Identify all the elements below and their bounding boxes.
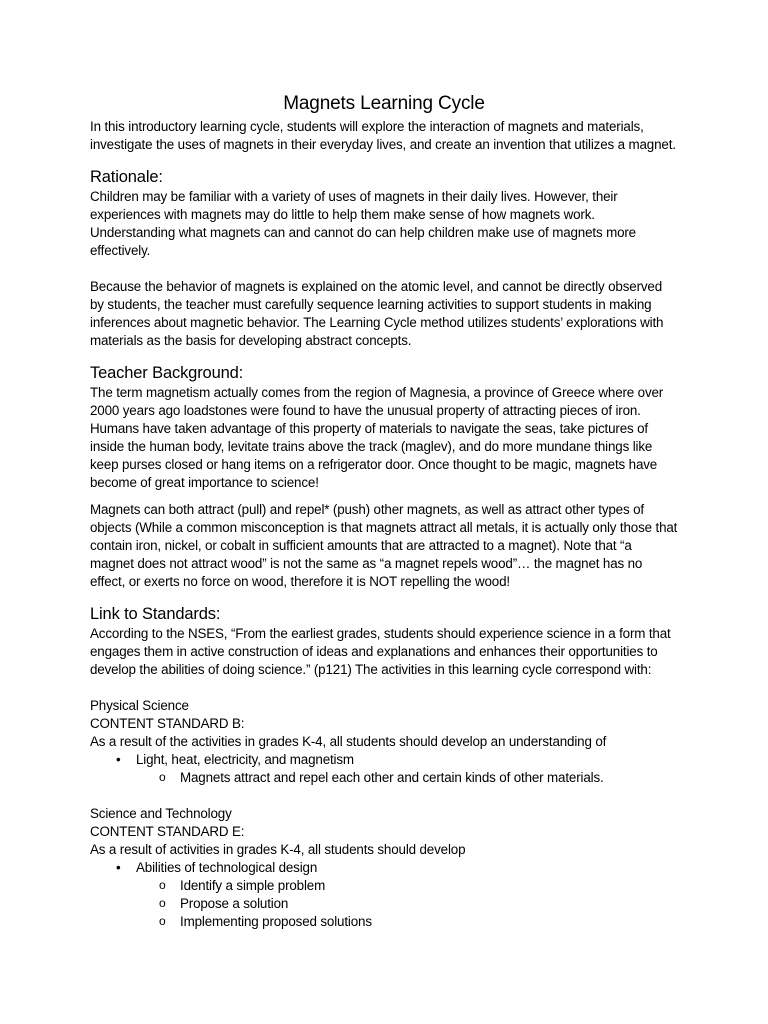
- background-paragraph-2: Magnets can both attract (pull) and repel* (push) other magnets, as well as attract other types of objects (While a common misconception is that magnets attract all metals, it is actually only those that contain iron, nickel, or cobalt in sufficient amounts that are attracted to a magnet). Note that “a magnet does not attract wood” is not the same as “a magnet repels wood”… the magnet has no effect, or exerts no force on wood, therefore it is NOT repelling the wood!: [90, 502, 678, 589]
- science-technology-block: [90, 805, 678, 931]
- standards-heading: Link to Standards:: [90, 605, 221, 623]
- physical-science-block: [90, 697, 678, 787]
- rationale-paragraph-1: Children may be familiar with a variety of uses of magnets in their daily lives. However, their experiences with magnets may do little to help them make sense of how magnets work. Understanding what magnets can and cannot do can help children make use of magnets more effectively.: [90, 189, 636, 258]
- physical-science-desc: As a result of the activities in grades K-4, all students should develop an understanding of: [90, 734, 607, 749]
- science-technology-label: Science and Technology: [90, 806, 232, 821]
- science-technology-desc: As a result of activities in grades K-4, all students should develop: [90, 842, 466, 857]
- list-item: • Abilities of technological design: [90, 859, 678, 877]
- list-item: o Magnets attract and repel each other and certain kinds of other materials.: [90, 769, 678, 787]
- physical-science-label: Physical Science: [90, 698, 189, 713]
- intro-paragraph: In this introductory learning cycle, students will explore the interaction of magnets and materials, investigate the uses of magnets in their everyday lives, and create an invention that utilizes a magnet.: [90, 119, 676, 152]
- list-item: o Implementing proposed solutions: [90, 913, 678, 931]
- rationale-heading: Rationale:: [90, 168, 163, 186]
- content-standard-b: CONTENT STANDARD B:: [90, 716, 245, 731]
- list-item: • Light, heat, electricity, and magnetism: [90, 751, 678, 769]
- teacher-background-heading: Teacher Background:: [90, 364, 244, 382]
- content-standard-e: CONTENT STANDARD E:: [90, 824, 245, 839]
- list-item: o Identify a simple problem: [90, 877, 678, 895]
- background-paragraph-1: The term magnetism actually comes from the region of Magnesia, a province of Greece where over 2000 years ago loadstones were found to have the unusual property of attracting pieces of iron. Humans have taken advantage of this property of materials to navigate the seas, take pictures of inside the human body, levitate trains above the track (maglev), and do more mundane things like keep purses closed or hang items on a refrigerator door. Once thought to be magic, magnets have become of great importance to science!: [90, 385, 664, 490]
- physical-science-list: [90, 751, 678, 787]
- rationale-paragraph-2: Because the behavior of magnets is explained on the atomic level, and cannot be directly observed by students, the teacher must carefully sequence learning activities to support students in making inferences about magnetic behavior. The Learning Cycle method utilizes students’ explorations with materials as the basis for developing abstract concepts.: [90, 279, 664, 348]
- document-title: Magnets Learning Cycle: [283, 93, 485, 114]
- standards-intro: According to the NSES, “From the earliest grades, students should experience science in a form that engages them in active construction of ideas and explanations and enhances their opportunities to develop the abilities of doing science.” (p121) The activities in this learning cycle correspond with:: [90, 626, 671, 677]
- science-technology-list: [90, 859, 678, 931]
- list-item: o Propose a solution: [90, 895, 678, 913]
